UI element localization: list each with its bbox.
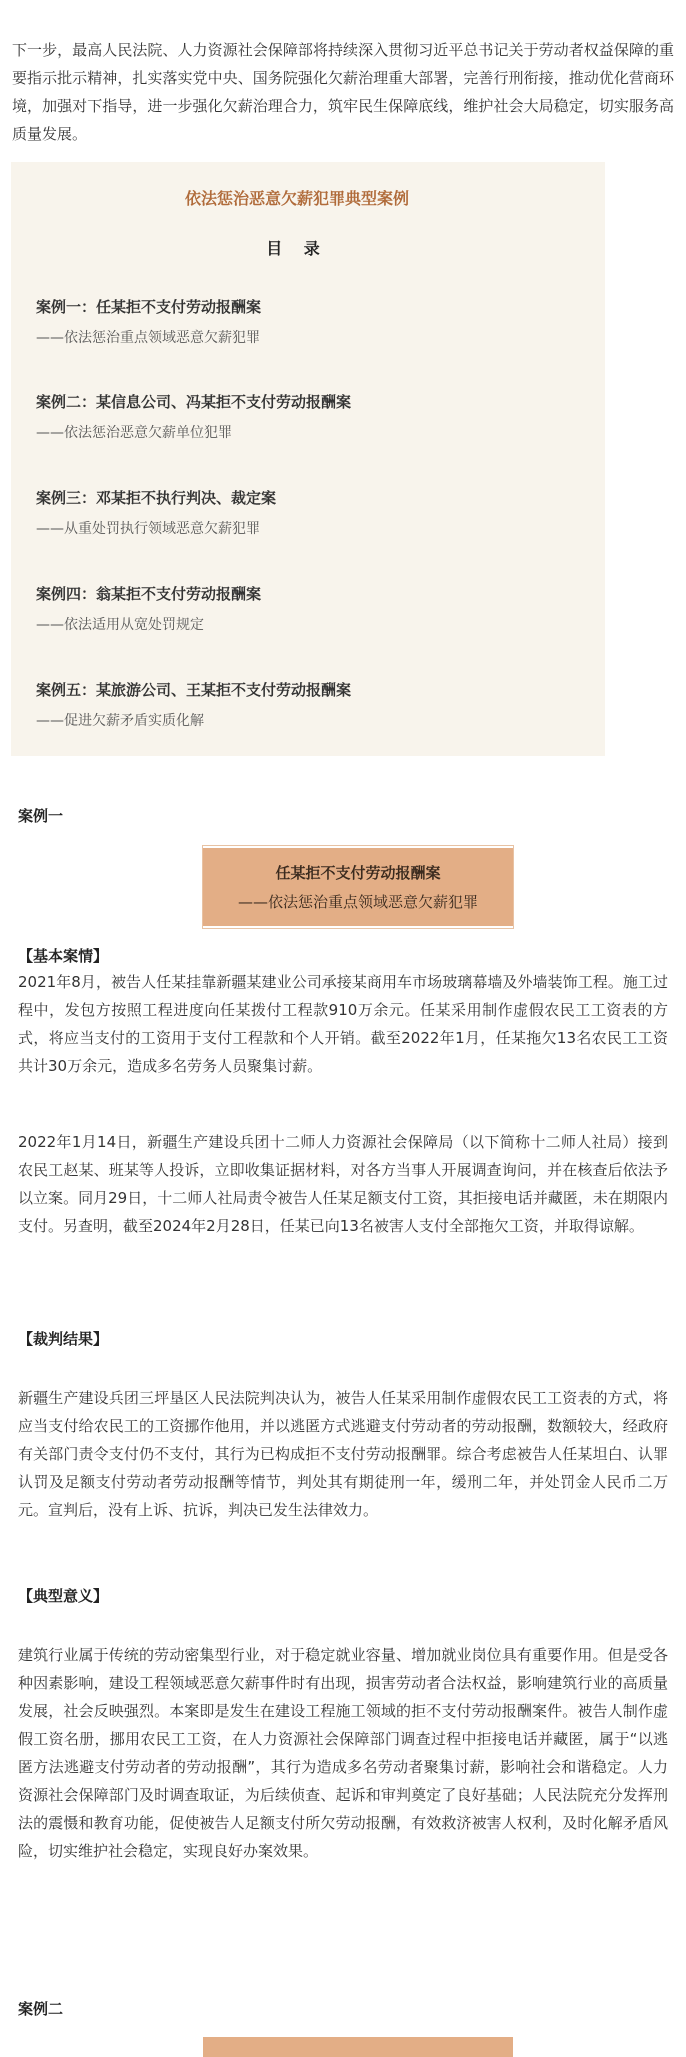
basic-facts-paragraph-1: 2021年8月，被告人任某挂靠新疆某建业公司承接某商用车市场玻璃幕墙及外墙装饰工程。施工过程中，发包方按照工程进度向任某拨付工程款910万余元。任某采用制作虚假农民工工资表的方式，将应当支付的工资用于支付工程款和个人开销。截至2022年1月，任某拖欠13名农民工工资共计30万余元，造成多名劳务人员聚集讨薪。: [18, 973, 668, 1075]
significance-heading: 【典型意义】: [18, 1587, 109, 1605]
toc-item-1: [36, 296, 596, 349]
verdict-heading: 【裁判结果】: [18, 1330, 109, 1348]
toc-item-2: [36, 391, 596, 444]
case-1-banner: [203, 846, 513, 928]
intro-paragraph: 下一步，最高人民法院、人力资源社会保障部将持续深入贯彻习近平总书记关于劳动者权益保障的重要指示批示精神，扎实落实党中央、国务院强化欠薪治理重大部署，完善行刑衔接，推动优化营商环境，加强对下指导，进一步强化欠薪治理合力，筑牢民生保障底线，维护社会大局稳定，切实服务高质量发展。: [12, 41, 674, 143]
toc-item-title: 案例四：翁某拒不支付劳动报酬案: [36, 585, 262, 603]
basic-facts-heading: 【基本案情】: [18, 947, 109, 965]
toc-item-subtitle: ——促进欠薪矛盾实质化解: [36, 713, 204, 729]
toc-item-subtitle: ——依法惩治重点领域恶意欠薪犯罪: [36, 330, 260, 346]
case-1-label: 案例一: [18, 807, 64, 825]
toc-item-5: [36, 679, 596, 732]
toc-title: 依法惩治恶意欠薪犯罪典型案例: [184, 189, 409, 208]
significance-paragraph: 建筑行业属于传统的劳动密集型行业，对于稳定就业容量、增加就业岗位具有重要作用。但是受各种因素影响，建设工程领域恶意欠薪事件时有出现，损害劳动者合法权益，影响建筑行业的高质量发展，社会反映强烈。本案即是发生在建设工程施工领域的拒不支付劳动报酬案件。被告人制作虚假工资名册，挪用农民工工资，在人力资源社会保障部门调查过程中拒接电话并藏匿，属于“以逃匿方法逃避支付劳动者的劳动报酬”，其行为造成多名劳动者聚集讨薪，影响社会和谐稳定。人力资源社会保障部门及时调查取证，为后续侦查、起诉和审判奠定了良好基础；人民法院充分发挥刑法的震慑和教育功能，促使被告人足额支付所欠劳动报酬，有效救济被害人权利，及时化解矛盾风险，切实维护社会稳定，实现良好办案效果。: [18, 1646, 668, 1860]
toc-item-title: 案例一：任某拒不支付劳动报酬案: [36, 298, 262, 316]
case-2-banner: [203, 2037, 513, 2057]
toc-item-3: [36, 487, 596, 540]
toc-item-subtitle: ——从重处罚执行领域恶意欠薪犯罪: [36, 521, 260, 537]
case-1-banner-subtitle: ——依法惩治重点领域恶意欠薪犯罪: [237, 893, 478, 911]
toc-subtitle: 目 录: [266, 239, 328, 258]
toc-item-4: [36, 583, 596, 636]
toc-item-title: 案例三：邓某拒不执行判决、裁定案: [36, 489, 277, 507]
case-1-banner-title: 任某拒不支付劳动报酬案: [275, 864, 441, 882]
case-2-label: 案例二: [18, 2000, 64, 2018]
toc-item-subtitle: ——依法适用从宽处罚规定: [36, 617, 204, 633]
basic-facts-paragraph-2: 2022年1月14日，新疆生产建设兵团十二师人力资源社会保障局（以下简称十二师人社局）接到农民工赵某、班某等人投诉，立即收集证据材料，对各方当事人开展调查询问，并在核查后依法予以立案。同月29日，十二师人社局责令被告人任某足额支付工资，其拒接电话并藏匿，未在期限内支付。另查明，截至2024年2月28日，任某已向13名被害人支付全部拖欠工资，并取得谅解。: [18, 1133, 668, 1235]
toc-item-title: 案例五：某旅游公司、王某拒不支付劳动报酬案: [36, 681, 352, 699]
toc-item-subtitle: ——依法惩治恶意欠薪单位犯罪: [36, 425, 232, 441]
verdict-paragraph: 新疆生产建设兵团三坪垦区人民法院判决认为，被告人任某采用制作虚假农民工工资表的方式，将应当支付给农民工的工资挪作他用，并以逃匿方式逃避支付劳动者的劳动报酬，数额较大，经政府有关部门责令支付仍不支付，其行为已构成拒不支付劳动报酬罪。综合考虑被告人任某坦白、认罪认罚及足额支付劳动者劳动报酬等情节，判处其有期徒刑一年，缓刑二年，并处罚金人民币二万元。宣判后，没有上诉、抗诉，判决已发生法律效力。: [18, 1389, 668, 1519]
toc-item-title: 案例二：某信息公司、冯某拒不支付劳动报酬案: [36, 393, 352, 411]
